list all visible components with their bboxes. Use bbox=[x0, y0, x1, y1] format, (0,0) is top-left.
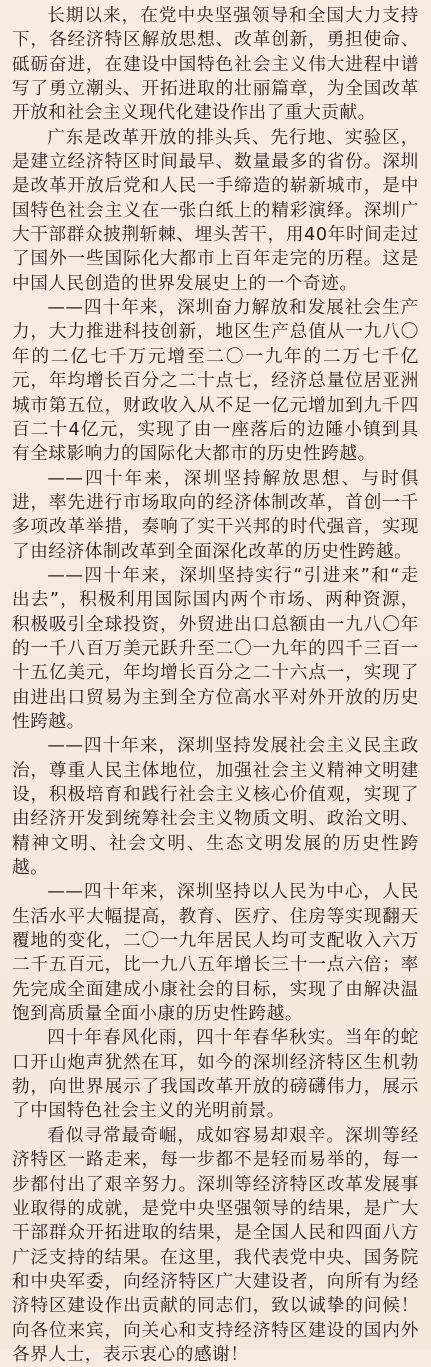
paragraph-8: 四十年春风化雨，四十年春华秋实。当年的蛇口开山炮声犹然在耳，如今的深圳经济特区生机勃勃，向世界展示了我国改革开放的磅礴伟力，展示了中国特色社会主义的光明前景。 bbox=[12, 1028, 419, 1122]
paragraph-4: ——四十年来，深圳坚持解放思想、与时俱进，率先进行市场取向的经济体制改革，首创一千多项改革举措，奏响了实干兴邦的时代强音，实现了由经济体制改革到全面深化改革的历史性跨越。 bbox=[12, 468, 419, 562]
paragraph-6: ——四十年来，深圳坚持发展社会主义民主政治，尊重人民主体地位，加强社会主义精神文明建设，积极培育和践行社会主义核心价值观，实现了由经济开发到统筹社会主义物质文明、政治文明、精神文明、社会文明、生态文明发展的历史性跨越。 bbox=[12, 736, 419, 879]
paragraph-1: 长期以来，在党中央坚强领导和全国大力支持下，各经济特区解放思想、改革创新，勇担使命、砥砺奋进，在建设中国特色社会主义伟大进程中谱写了勇立潮头、开拓进取的壮丽篇章，为全国改革开放和社会主义现代化建设作出了重大贡献。 bbox=[12, 6, 419, 124]
paragraph-2: 广东是改革开放的排头兵、先行地、实验区，是建立经济特区时间最早、数量最多的省份。深圳是改革开放后党和人民一手缔造的崭新城市，是中国特色社会主义在一张白纸上的精彩演绎。深圳广大干部群众披荆斩棘、埋头苦干，用40年时间走过了国外一些国际化大都市上百年走完的历程。这是中国人民创造的世界发展史上的一个奇迹。 bbox=[12, 127, 419, 294]
paragraph-5: ——四十年来，深圳坚持实行“引进来”和“走出去”，积极利用国际国内两个市场、两种资源，积极吸引全球投资，外贸进出口总额由一九八〇年的一千八百万美元跃升至二〇一九年的四千三百一十五亿美元，年均增长百分之二十六点一，实现了由进出口贸易为主到全方位高水平对外开放的历史性跨越。 bbox=[12, 565, 419, 732]
paragraph-3: ——四十年来，深圳奋力解放和发展社会生产力，大力推进科技创新，地区生产总值从一九八〇年的二亿七千万元增至二〇一九年的二万七千亿元，年均增长百分之二十点七，经济总量位居亚洲城市第五位，财政收入从不足一亿元增加到九千四百二十4亿元，实现了由一座落后的边陲小镇到具有全球影响力的国际化大都市的历史性跨越。 bbox=[12, 298, 419, 465]
paragraph-7: ——四十年来，深圳坚持以人民为中心，人民生活水平大幅提高，教育、医疗、住房等实现翻天覆地的变化，二〇一九年居民人均可支配收入六万二千五百元，比一九八五年增长三十一点六倍；率先完成全面建成小康社会的目标，实现了由解决温饱到高质量全面小康的历史性跨越。 bbox=[12, 882, 419, 1025]
paragraph-9: 看似寻常最奇崛，成如容易却艰辛。深圳等经济特区一路走来，每一步都不是轻而易举的，每一步都付出了艰辛努力。深圳等经济特区改革发展事业取得的成就，是党中央坚强领导的结果，是广大干部群众开拓进取的结果，是全国人民和四面八方广泛支持的结果。在这里，我代表党中央、国务院和中央军委，向经济特区广大建设者，向所有为经济特区建设作出贡献的同志们，致以诚挚的问候！向各位来宾，向关心和支持经济特区建设的国内外各界人士，表示衷心的感谢！ bbox=[12, 1125, 419, 1365]
